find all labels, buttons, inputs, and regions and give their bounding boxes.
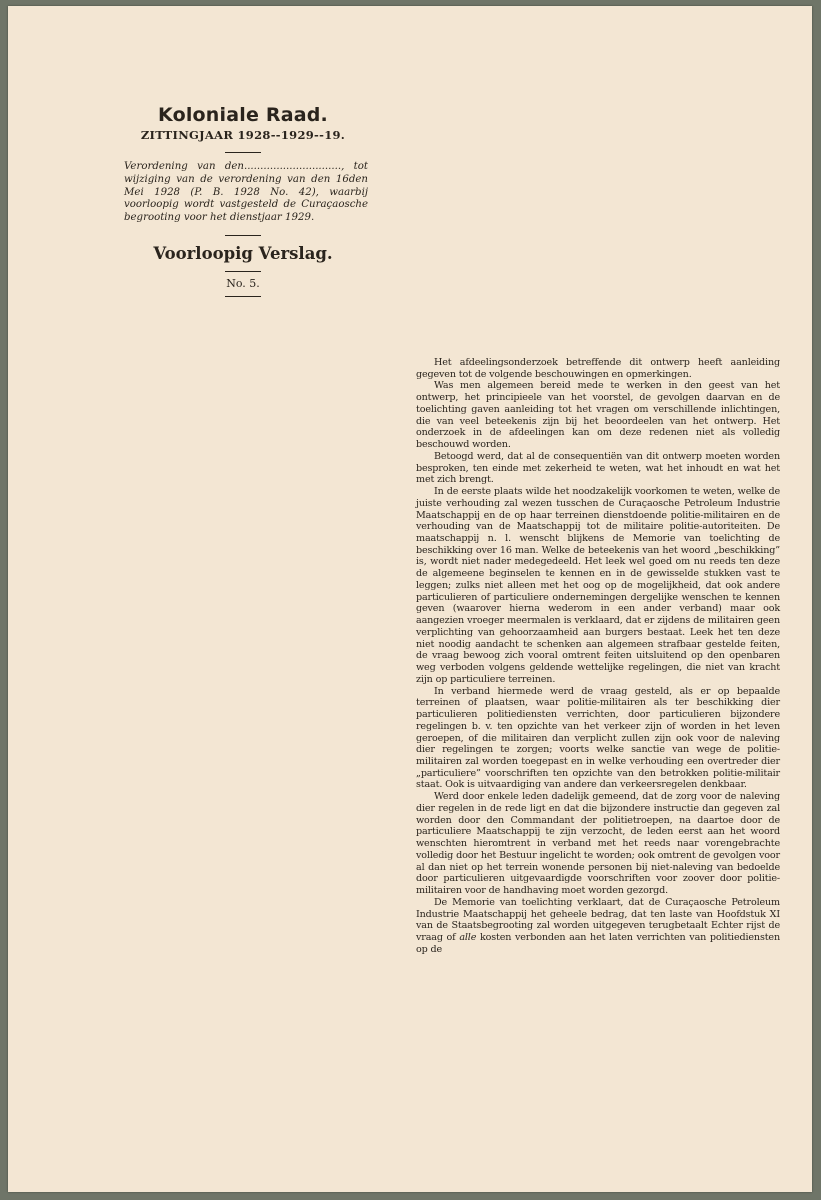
paragraph: In verband hiermede werd de vraag gesteld, als er op bepaalde terreinen of plaatsen, waar politie-militairen als ter beschikking dier particulieren politiediensten verrichten, door particulieren bijzondere regelingen b. v. ten opzichte van het verkeer zijn of worden in het leven geroepen, of die militairen dan verplicht zullen zijn ook voor de naleving dier regelingen te zorgen; voorts welke sanctie van wege de politie-militairen zal worden toegepast en in welke verhouding een overtreder dier „particuliere” voorschriften ten opzichte van den betrokken politie-militair staat. Ook is uitvaardiging van andere dan verkeersregelen denkbaar. [416, 685, 780, 791]
paragraph: In de eerste plaats wilde het noodzakelijk voorkomen te weten, welke de juiste verhouding zal wezen tusschen de Curaçaosche Petroleum Industrie Maatschappij en de op haar terreinen dienstdoende politie-militairen en de verhouding van de Maatschappij tot de militaire politie-autoriteiten. De maatschappij n. l. wenscht blijkens de Memorie van toelichting de beschikking over 16 man. Welke de beteekenis van het woord „beschikking” is, wordt niet nader medegedeeld. Het leek wel goed om nu reeds ten deze de algemeene beginselen te kennen en in de gewisselde stukken vast te leggen; zulks niet alleen met het oog op de mogelijkheid, dat ook andere particulieren of particuliere ondernemingen dergelijke wenschen te kennen geven (waarover hierna wederom in een ander verband) maar ook aangezien vroeger meermalen is verklaard, dat er zijdens de militairen geen verplichting van gehoorzaamheid aan burgers bestaat. Leek het ten deze niet noodig aandacht te schenken aan algemeen strafbaar gestelde feiten, de vraag bewoog zich vooral omtrent feiten uitsluitend op den openbaren weg verboden volgens geldende wettelijke regelingen, die niet van kracht zijn op particuliere terreinen. [416, 486, 780, 685]
paragraph: Betoogd werd, dat al de consequentiën van dit ontwerp moeten worden besproken, ten einde met zekerheid te weten, wat het inhoudt en wat het met zich brengt. [416, 450, 780, 486]
report-number: No. 5. [226, 276, 260, 290]
divider [225, 235, 261, 236]
report-title: Voorloopig Verslag. [153, 243, 333, 263]
divider [225, 271, 261, 272]
paragraph: Het afdeelingsonderzoek betreffende dit ontwerp heeft aanleiding gegeven tot de volgende beschouwingen en opmerkingen. [416, 357, 780, 380]
document-page [8, 6, 812, 1192]
paragraph: Werd door enkele leden dadelijk gemeend, dat de zorg voor de naleving dier regelen in de rede ligt en dat die bijzondere instructie dan gegeven zal worden door den Commandant der politietroepen, na daartoe door de particuliere Maatschappij te zijn verzocht, de leden eerst aan het woord wenschten hieromtrent in verband met het reeds naar vorengebrachte volledig door het Bestuur ingelicht te worden; ook omtrent de gevolgen voor al dan niet op het terrein wonende personen bij niet-naleving van bedoelde door particulieren uitgevaardigde voorschriften voor zoover door politie-militairen voor de handhaving moet worden gezorgd. [416, 791, 780, 897]
paragraph: Was men algemeen bereid mede te werken in den geest van het ontwerp, het principieele van het voorstel, de gevolgen daarvan en de toelichting gaven aanleiding tot het vragen om verschillende inlichtingen, die van veel beteekenis zijn bij het beoordeelen van het ontwerp. Het onderzoek in de afdeelingen kan om deze redenen niet als volledig beschouwd worden. [416, 380, 780, 451]
emphasis: alle [459, 931, 477, 943]
divider [225, 152, 261, 153]
document-header [118, 104, 368, 305]
session-year: ZITTINGJAAR 1928--1929--19. [140, 128, 346, 142]
report-body [416, 357, 780, 955]
ordinance-description: Verordening van den.............................., tot wijziging van de verordening van den 16den Mei 1928 (P. B. 1928 No. 42), waarbij voorloopig wordt vastgesteld de Curaçaosche begrooting voor het dienstjaar 1929. [124, 161, 368, 224]
page-title: Koloniale Raad. [158, 104, 328, 126]
paragraph-text: De Memorie van toelichting verklaart, dat de Curaçaosche Petroleum Industrie Maatschappij het geheele bedrag, dat ten laste van Hoofdstuk XI van de Staatsbegrooting zal worden uitgegeven terugbetaalt Echter rijst de vraag of [416, 896, 780, 943]
divider [225, 296, 261, 297]
paragraph-text: kosten verbonden aan het laten verrichten van politiediensten op de [416, 931, 780, 955]
paragraph [416, 897, 780, 956]
